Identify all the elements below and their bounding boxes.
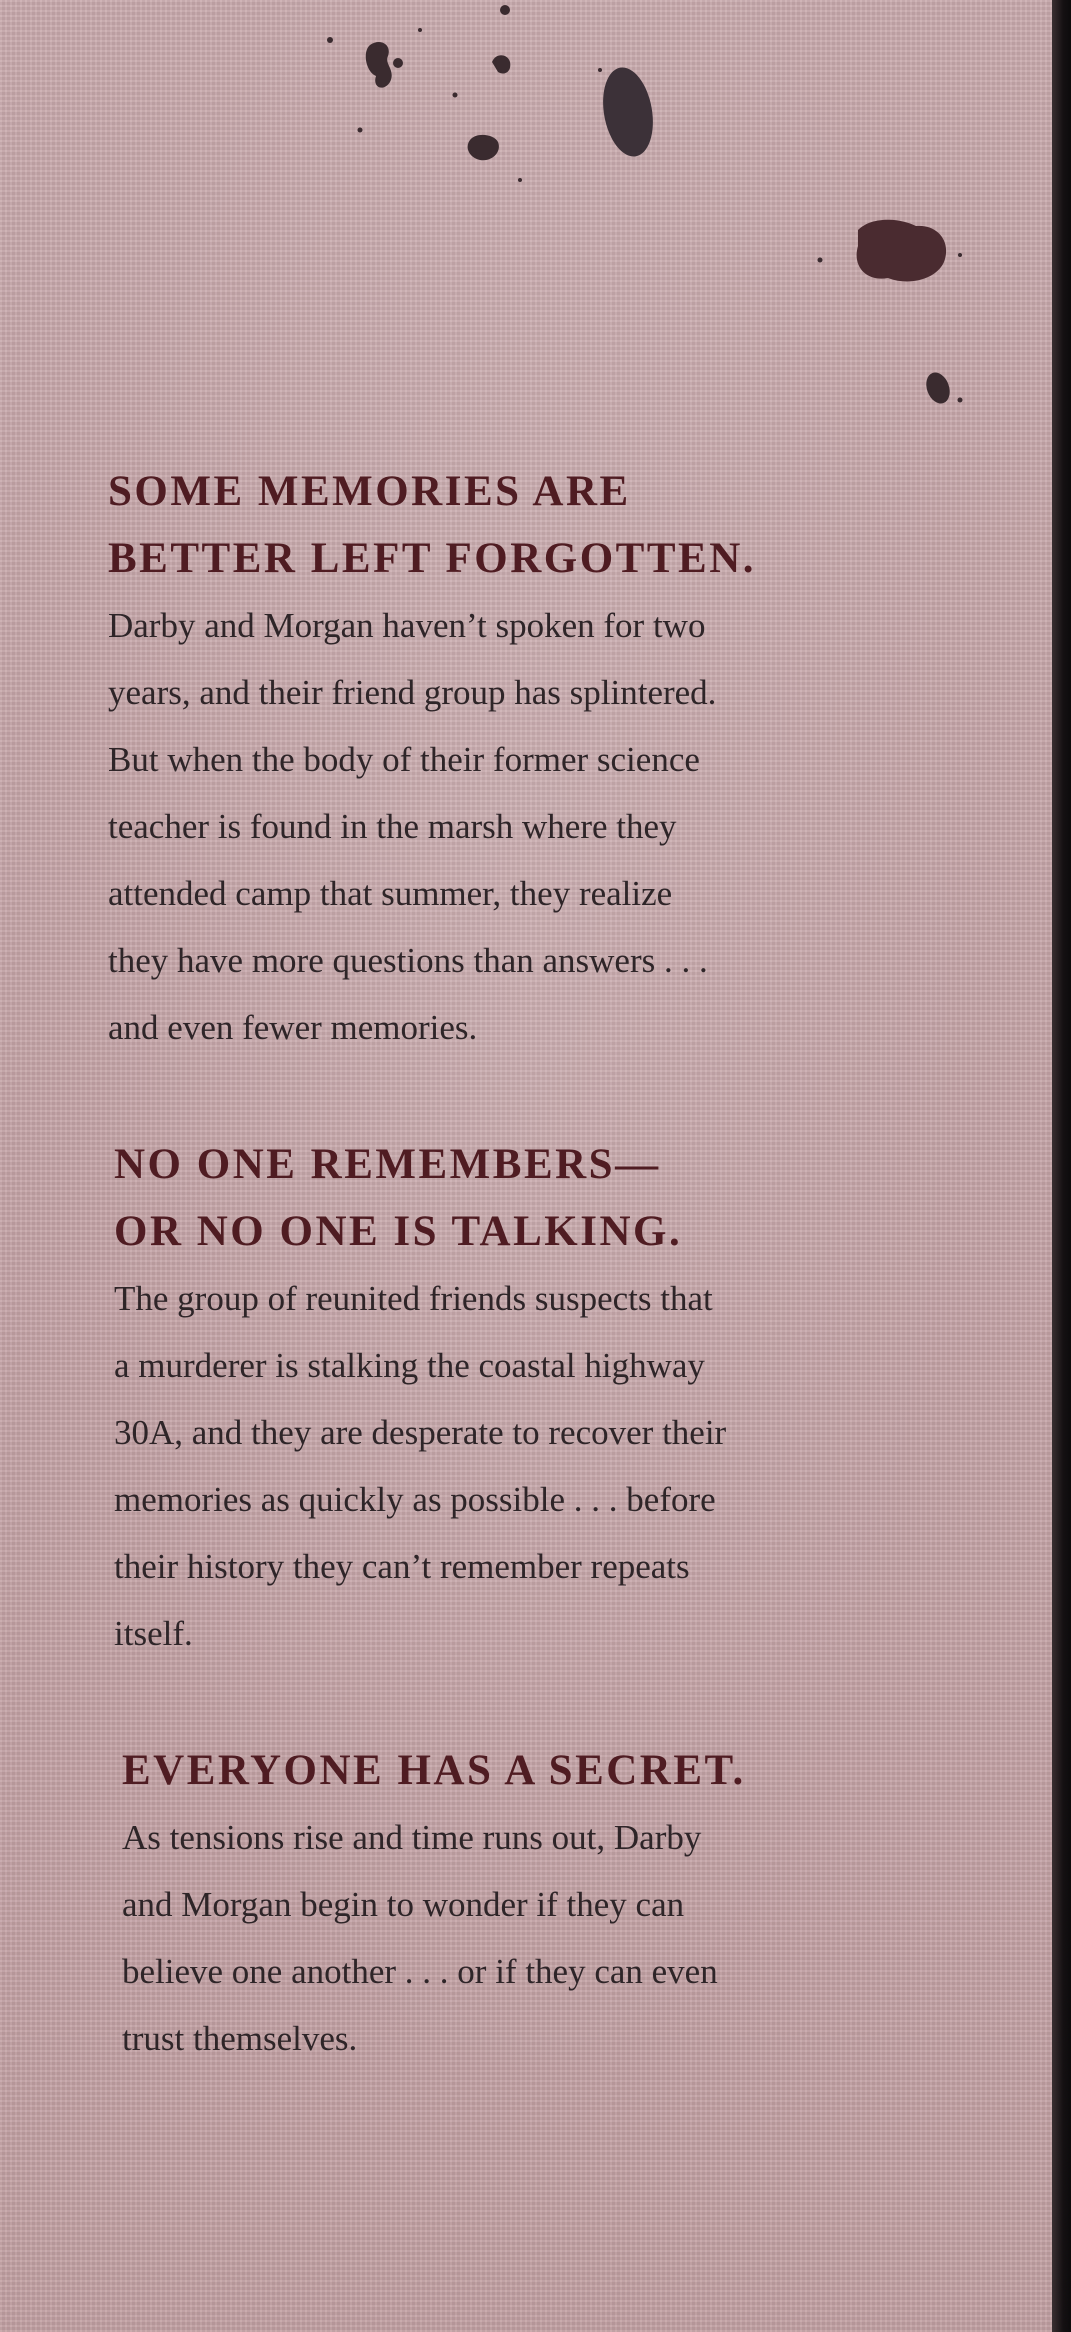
section-heading — [122, 1737, 938, 1804]
heading-line: OR NO ONE IS TALKING. — [114, 1208, 683, 1255]
body-line: and Morgan begin to wonder if they can — [122, 1885, 685, 1924]
section-heading — [114, 1131, 938, 1265]
body-line: teacher is found in the marsh where they — [108, 807, 677, 846]
heading-line: BETTER LEFT FORGOTTEN. — [108, 535, 756, 582]
section-body — [122, 1804, 938, 2072]
cover-edge — [1052, 0, 1071, 2332]
body-line: their history they can’t remember repeats — [114, 1547, 690, 1586]
body-line: believe one another . . . or if they can even — [122, 1952, 718, 1991]
heading-line: SOME MEMORIES ARE — [108, 468, 631, 515]
body-line: they have more questions than answers . . . — [108, 941, 708, 980]
section-body — [114, 1265, 938, 1667]
body-line: The group of reunited friends suspects that — [114, 1279, 713, 1318]
heading-line: NO ONE REMEMBERS— — [114, 1141, 661, 1188]
body-line: itself. — [114, 1614, 193, 1653]
body-line: 30A, and they are desperate to recover their — [114, 1413, 727, 1452]
body-line: memories as quickly as possible . . . before — [114, 1480, 716, 1519]
body-line: Darby and Morgan haven’t spoken for two — [108, 606, 706, 645]
body-line: a murderer is stalking the coastal highway — [114, 1346, 705, 1385]
blood-splatter-decoration — [0, 0, 1052, 420]
body-line: trust themselves. — [122, 2019, 358, 2058]
body-line: attended camp that summer, they realize — [108, 874, 673, 913]
heading-line: EVERYONE HAS A SECRET. — [122, 1747, 746, 1794]
section-heading — [108, 458, 938, 592]
synopsis-text — [108, 458, 938, 2142]
body-line: But when the body of their former science — [108, 740, 700, 779]
body-line: years, and their friend group has splintered. — [108, 673, 717, 712]
body-line: As tensions rise and time runs out, Darby — [122, 1818, 702, 1857]
section-body — [108, 592, 938, 1061]
section-no-one-remembers — [114, 1131, 938, 1667]
section-everyone-has-a-secret — [122, 1737, 938, 2072]
body-line: and even fewer memories. — [108, 1008, 478, 1047]
section-memories — [108, 458, 938, 1061]
